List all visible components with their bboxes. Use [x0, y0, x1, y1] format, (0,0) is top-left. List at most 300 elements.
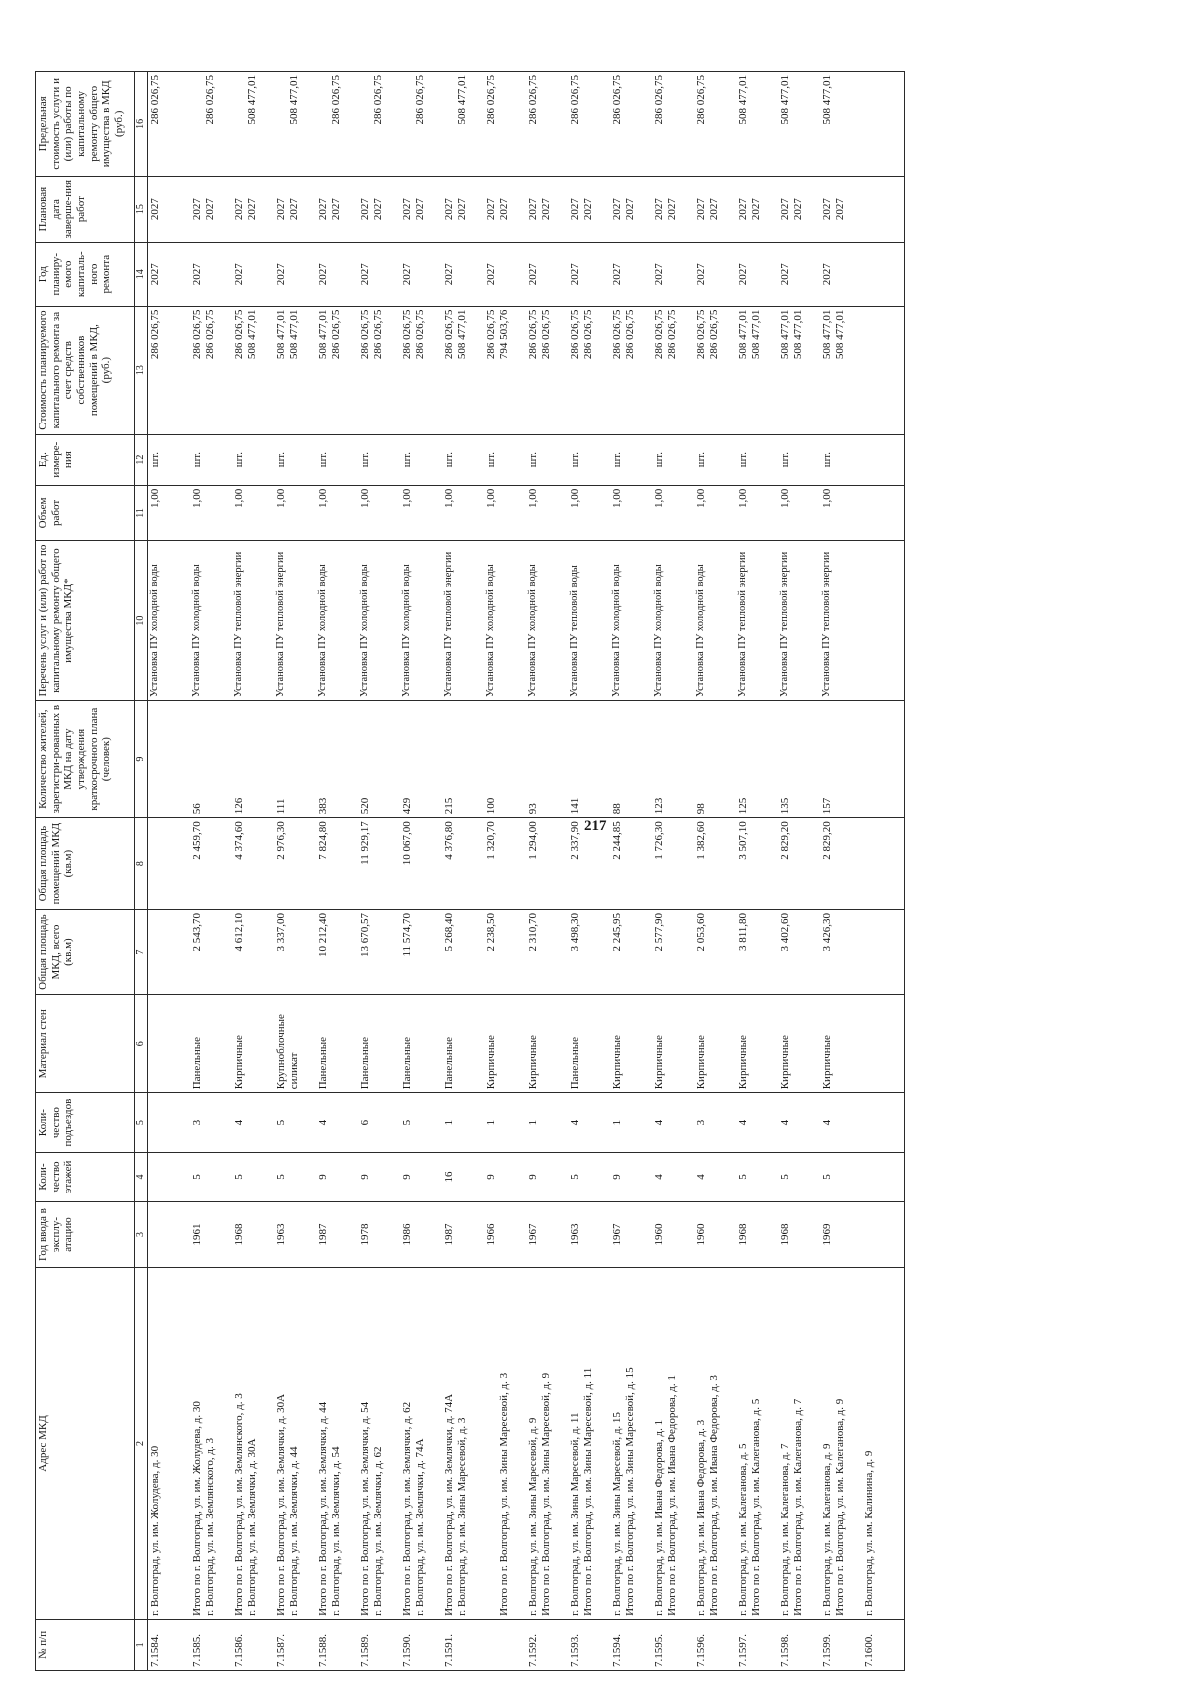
cell-cost: [484, 306, 526, 434]
cell-plan-year: 2027: [148, 242, 191, 306]
cell-entr: 1: [484, 1093, 526, 1153]
cell-cost: [358, 306, 400, 434]
cell-line: 286 026,75: [623, 309, 636, 360]
cell-limit: [316, 72, 358, 177]
cell-line: 286 026,75: [371, 75, 384, 125]
cell-limit: [442, 72, 484, 177]
cell-no: 7.1587.: [274, 1619, 316, 1670]
cell-line: 2027: [653, 198, 665, 221]
cell-line: 286 026,75: [695, 309, 707, 360]
cell-end: [400, 176, 442, 242]
cell-vol: 1,00: [358, 485, 400, 540]
cell-cost: [610, 306, 652, 434]
cell-plan-year: 2027: [358, 242, 400, 306]
cell-unit: шт.: [610, 434, 652, 485]
cell-material: Кирпичные: [652, 995, 694, 1093]
table-row: [862, 72, 905, 1671]
cell-cost: [862, 306, 905, 434]
table-body: [148, 72, 905, 1671]
cell-work: Установка ПУ холодной воды: [610, 541, 652, 701]
cell-addr: [484, 1268, 526, 1620]
cell-limit: [568, 72, 610, 177]
cell-vol: 1,00: [274, 485, 316, 540]
cell-entr: 4: [316, 1093, 358, 1153]
cell-unit: [862, 434, 905, 485]
cell-people: 157: [820, 701, 862, 818]
cell-limit: [736, 72, 778, 177]
cell-line: 286 026,75: [359, 309, 371, 360]
cell-line: 2027: [665, 198, 678, 221]
cell-material: Кирпичные: [232, 995, 274, 1093]
cell-line: Итого по г. Волгоград, ул. им. Ивана Федорова, д. 1: [665, 1375, 678, 1616]
column-header: Предельная стоимость услуги и (или) работы по капитальному ремонту общего имущества в МКД (руб.): [36, 72, 135, 177]
cell-material: Панельные: [358, 995, 400, 1093]
cell-end: [652, 176, 694, 242]
cell-unit: шт.: [232, 434, 274, 485]
cell-end: [148, 176, 191, 242]
cell-line: 286 026,75: [401, 309, 413, 360]
cell-line: 2027: [821, 198, 833, 221]
cell-end: [694, 176, 736, 242]
cell-work: Установка ПУ холодной воды: [484, 541, 526, 701]
page-number: 217: [584, 818, 607, 834]
cell-floors: [862, 1152, 905, 1201]
cell-line: г. Волгоград, ул. им. Ивана Федорова, д. 1: [653, 1419, 665, 1616]
cell-line: 286 026,75: [569, 75, 581, 125]
table-row: [568, 72, 610, 1671]
table-row: [148, 72, 191, 1671]
cell-line: Итого по г. Волгоград, ул. им. Калеганова, д. 5: [749, 1398, 762, 1616]
cell-entr: 4: [820, 1093, 862, 1153]
cell-line: 508 477,01: [737, 75, 749, 125]
cell-end: [358, 176, 400, 242]
cell-line: [876, 75, 889, 173]
cell-plan-year: 2027: [232, 242, 274, 306]
cell-unit: шт.: [736, 434, 778, 485]
cell-line: 2027: [359, 198, 371, 221]
cell-line: [359, 75, 372, 173]
cell-line: 508 477,01: [455, 75, 468, 125]
cell-line: [863, 75, 876, 173]
cell-cost: [694, 306, 736, 434]
cell-plan-year: 2027: [778, 242, 820, 306]
cell-year: 1966: [484, 1202, 526, 1268]
cell-line: [863, 180, 876, 239]
cell-material: Панельные: [400, 995, 442, 1093]
column-header: Количество жителей, зарегистри-рованных в МКД на дату утверждения краткосрочного плана (человек): [36, 701, 135, 818]
cell-line: 508 477,01: [245, 75, 258, 125]
cell-area: 3 402,60: [778, 909, 820, 994]
cell-area: 2 053,60: [694, 909, 736, 994]
column-header: Материал стен: [36, 995, 135, 1093]
cell-addr: [778, 1268, 820, 1620]
cell-addr: [316, 1268, 358, 1620]
table-row: [316, 72, 358, 1671]
cell-line: 286 026,75: [665, 309, 678, 360]
cell-work: Установка ПУ холодной воды: [652, 541, 694, 701]
cell-line: [834, 75, 847, 173]
cell-entr: 4: [736, 1093, 778, 1153]
cell-line: 2027: [329, 198, 342, 221]
cell-limit: [778, 72, 820, 177]
cell-line: Итого по г. Волгоград, ул. им. Зины Маресевой, д. 15: [623, 1367, 636, 1616]
cell-addr: [568, 1268, 610, 1620]
cell-floors: 9: [400, 1152, 442, 1201]
column-number: 13: [135, 306, 148, 434]
cell-line: Итого по г. Волгоград, ул. им. Землячки, д. 30А: [275, 1393, 287, 1616]
cell-entr: 4: [778, 1093, 820, 1153]
cell-line: Итого по г. Волгоград, ул. им. Зины Маресевой, д. 9: [539, 1372, 552, 1616]
cell-cost: [232, 306, 274, 434]
cell-people: 111: [274, 701, 316, 818]
column-number: 5: [135, 1093, 148, 1153]
cell-cost: [316, 306, 358, 434]
cell-people: 93: [526, 701, 568, 818]
cell-no: 7.1584.: [148, 1619, 191, 1670]
cell-vol: 1,00: [736, 485, 778, 540]
cell-work: Установка ПУ холодной воды: [694, 541, 736, 701]
cell-line: Итого по г. Волгоград, ул. им. Зины Маресевой, д. 3: [497, 1372, 510, 1616]
cell-line: 508 477,01: [821, 75, 833, 125]
cell-people: 98: [694, 701, 736, 818]
table-row: [610, 72, 652, 1671]
cell-line: г. Волгоград, ул. им. Землячки, д. 30А: [245, 1438, 258, 1616]
cell-end: [316, 176, 358, 242]
cell-area-rooms: 2 976,30: [274, 818, 316, 910]
column-number: 7: [135, 909, 148, 994]
cell-unit: шт.: [274, 434, 316, 485]
cell-people: [862, 701, 905, 818]
cell-line: г. Волгоград, ул. им. Калеганова, д. 7: [779, 1443, 791, 1616]
cell-floors: 5: [778, 1152, 820, 1201]
cell-line: [582, 75, 595, 173]
cell-line: [666, 75, 679, 173]
cell-unit: шт.: [190, 434, 232, 485]
cell-vol: 1,00: [778, 485, 820, 540]
cell-line: 2027: [695, 198, 707, 221]
cell-year: 1960: [694, 1202, 736, 1268]
table-row: [778, 72, 820, 1671]
cell-cost: [820, 306, 862, 434]
cell-line: [540, 75, 553, 173]
cell-no: 7.1586.: [232, 1619, 274, 1670]
cell-area: 2 238,50: [484, 909, 526, 994]
cell-vol: 1,00: [526, 485, 568, 540]
cell-vol: 1,00: [820, 485, 862, 540]
cell-work: Установка ПУ тепловой воды: [568, 541, 610, 701]
cell-entr: 6: [358, 1093, 400, 1153]
rotated-table-container: [35, 71, 1155, 1671]
cell-area-rooms: 1 320,70: [484, 818, 526, 910]
cell-no: 7.1599.: [820, 1619, 862, 1670]
cell-material: Кирпичные: [484, 995, 526, 1093]
cell-area-rooms: 2 244,85: [610, 818, 652, 910]
cell-line: Итого по г. Волгоград, ул. им. Калеганова, д. 7: [791, 1398, 804, 1616]
cell-vol: 1,00: [316, 485, 358, 540]
cell-area-rooms: 4 376,80: [442, 818, 484, 910]
cell-entr: [862, 1093, 905, 1153]
cell-line: 2027: [287, 198, 300, 221]
cell-material: [148, 995, 191, 1093]
cell-line: г. Волгоград, ул. им. Зины Маресевой, д. 9: [527, 1417, 539, 1616]
cell-line: Итого по г. Волгоград, ул. им. Землянского, д. 3: [233, 1393, 245, 1616]
cell-year: 1987: [316, 1202, 358, 1268]
cell-plan-year: 2027: [736, 242, 778, 306]
cell-area-rooms: 10 067,00: [400, 818, 442, 910]
cell-line: г. Волгоград, ул. им. Зины Маресевой, д. 11: [569, 1412, 581, 1616]
cell-area-rooms: 3 507,10: [736, 818, 778, 910]
cell-year: 1961: [190, 1202, 232, 1268]
cell-area-rooms: 2 337,90: [568, 818, 610, 910]
cell-cost: [442, 306, 484, 434]
cell-entr: 5: [400, 1093, 442, 1153]
cell-line: 2027: [779, 198, 791, 221]
cell-line: [498, 75, 511, 173]
cell-limit: [862, 72, 905, 177]
cell-line: 2027: [233, 198, 245, 221]
cell-end: [778, 176, 820, 242]
column-number: 14: [135, 242, 148, 306]
column-header: Объем работ: [36, 485, 135, 540]
cell-year: [862, 1202, 905, 1268]
cell-no: 7.1588.: [316, 1619, 358, 1670]
cell-floors: 5: [820, 1152, 862, 1201]
column-number: 3: [135, 1202, 148, 1268]
cell-line: 508 477,01: [833, 309, 846, 360]
cell-limit: [148, 72, 191, 177]
cell-line: 2027: [401, 198, 413, 221]
cell-line: г. Волгоград, ул. им. Землячки, д. 54: [329, 1446, 342, 1616]
cell-line: Итого по г. Волгоград, ул. им. Жолудева, д. 30: [191, 1401, 203, 1616]
cell-unit: шт.: [442, 434, 484, 485]
cell-addr: [148, 1268, 191, 1620]
cell-entr: 1: [610, 1093, 652, 1153]
cell-area: 13 670,57: [358, 909, 400, 994]
cell-line: 286 026,75: [233, 309, 245, 360]
cell-end: [442, 176, 484, 242]
cell-end: [190, 176, 232, 242]
cell-floors: 9: [358, 1152, 400, 1201]
cell-line: г. Волгоград, ул. им. Землячки, д. 74А: [413, 1438, 426, 1616]
cell-addr: [232, 1268, 274, 1620]
cell-line: [233, 75, 246, 173]
cell-material: Крупноблочные силикат: [274, 995, 316, 1093]
cell-line: 286 026,75: [695, 75, 707, 125]
cell-unit: шт.: [694, 434, 736, 485]
cell-floors: 5: [190, 1152, 232, 1201]
cell-limit: [358, 72, 400, 177]
cell-people: 383: [316, 701, 358, 818]
cell-cost: [400, 306, 442, 434]
cell-line: 286 026,75: [527, 309, 539, 360]
cell-unit: шт.: [400, 434, 442, 485]
cell-people: 429: [400, 701, 442, 818]
column-number: 1: [135, 1619, 148, 1670]
column-header: Стоимость планируемого капитального ремонта за счет средств собственников помещений в МКД, (руб.): [36, 306, 135, 434]
cell-end: [736, 176, 778, 242]
cell-line: 2027: [623, 198, 636, 221]
cell-area: [862, 909, 905, 994]
cell-line: 286 026,75: [329, 309, 342, 360]
cell-unit: шт.: [148, 434, 191, 485]
cell-work: [862, 541, 905, 701]
cell-line: г. Волгоград, ул. им. Зины Маресевой, д. 15: [611, 1412, 623, 1616]
cell-area: 2 577,90: [652, 909, 694, 994]
cell-work: Установка ПУ тепловой энергии: [274, 541, 316, 701]
cell-work: Установка ПУ тепловой энергии: [778, 541, 820, 701]
cell-line: г. Волгоград, ул. им. Жолудева, д. 30: [149, 1445, 161, 1616]
cell-line: 2027: [833, 198, 846, 221]
cell-no: 7.1585.: [190, 1619, 232, 1670]
cell-line: 2027: [485, 198, 497, 221]
cell-addr: [820, 1268, 862, 1620]
cell-no: [484, 1619, 526, 1670]
cell-line: г. Волгоград, ул. им. Калинина, д. 9: [863, 1450, 875, 1616]
cell-area: 3 811,80: [736, 909, 778, 994]
table-row: [442, 72, 484, 1671]
cell-line: 286 026,75: [581, 309, 594, 360]
cell-people: 100: [484, 701, 526, 818]
cell-cost: [652, 306, 694, 434]
cell-line: [863, 310, 876, 431]
cell-vol: 1,00: [442, 485, 484, 540]
cell-line: 286 026,75: [413, 309, 426, 360]
cell-line: 286 026,75: [329, 75, 342, 125]
cell-line: 2027: [443, 198, 455, 221]
cell-line: 508 477,01: [779, 309, 791, 360]
cell-line: [485, 1271, 498, 1616]
cell-floors: 16: [442, 1152, 484, 1201]
cell-unit: шт.: [316, 434, 358, 485]
cell-people: 141: [568, 701, 610, 818]
cell-plan-year: 2027: [652, 242, 694, 306]
cell-material: Кирпичные: [778, 995, 820, 1093]
cell-line: Итого по г. Волгоград, ул. им. Землячки, д. 74А: [443, 1393, 455, 1616]
cell-line: 286 026,75: [485, 309, 497, 360]
capital-repair-table: [35, 71, 905, 1671]
cell-line: [876, 310, 889, 431]
cell-line: г. Волгоград, ул. им. Калеганова, д. 9: [821, 1443, 833, 1616]
cell-cost: [190, 306, 232, 434]
cell-line: 286 026,75: [413, 75, 426, 125]
cell-area-rooms: 4 374,60: [232, 818, 274, 910]
cell-floors: [148, 1152, 191, 1201]
cell-entr: [148, 1093, 191, 1153]
cell-unit: шт.: [484, 434, 526, 485]
cell-line: г. Волгоград, ул. им. Землячки, д. 62: [371, 1446, 384, 1616]
cell-line: 286 026,75: [191, 309, 203, 360]
table-row: [526, 72, 568, 1671]
cell-plan-year: 2027: [316, 242, 358, 306]
cell-no: 7.1590.: [400, 1619, 442, 1670]
cell-area: 5 268,40: [442, 909, 484, 994]
cell-entr: 4: [652, 1093, 694, 1153]
column-number: 10: [135, 541, 148, 701]
cell-line: 508 477,01: [287, 309, 300, 360]
column-header: Общая площадь МКД, всего (кв.м): [36, 909, 135, 994]
cell-addr: [400, 1268, 442, 1620]
cell-year: 1968: [232, 1202, 274, 1268]
cell-line: 2027: [497, 198, 510, 221]
table-row: [274, 72, 316, 1671]
cell-entr: 4: [568, 1093, 610, 1153]
column-header: Ед. измере-ния: [36, 434, 135, 485]
cell-addr: [610, 1268, 652, 1620]
table-row: [652, 72, 694, 1671]
cell-line: 508 477,01: [275, 309, 287, 360]
cell-limit: [652, 72, 694, 177]
cell-vol: 1,00: [568, 485, 610, 540]
column-number: 9: [135, 701, 148, 818]
cell-year: [148, 1202, 191, 1268]
cell-area: 2 245,95: [610, 909, 652, 994]
cell-floors: 4: [652, 1152, 694, 1201]
cell-line: 2027: [317, 198, 329, 221]
column-number: 15: [135, 176, 148, 242]
cell-plan-year: 2027: [820, 242, 862, 306]
cell-work: Установка ПУ тепловой энергии: [232, 541, 274, 701]
column-number-row: [135, 72, 148, 1671]
cell-work: Установка ПУ холодной воды: [358, 541, 400, 701]
cell-material: Кирпичные: [526, 995, 568, 1093]
table-row: [232, 72, 274, 1671]
cell-line: Итого по г. Волгоград, ул. им. Землячки, д. 44: [317, 1401, 329, 1616]
cell-area-rooms: [148, 818, 191, 910]
cell-line: г. Волгоград, ул. им. Калеганова, д. 5: [737, 1443, 749, 1616]
cell-line: 2027: [581, 198, 594, 221]
table-row: [190, 72, 232, 1671]
cell-line: Итого по г. Волгоград, ул. им. Зины Маресевой, д. 11: [581, 1367, 594, 1616]
cell-line: [191, 75, 204, 173]
cell-line: Итого по г. Волгоград, ул. им. Землячки, д. 62: [401, 1401, 413, 1616]
column-header: Общая площадь помещений МКД (кв.м): [36, 818, 135, 910]
cell-line: 508 477,01: [737, 309, 749, 360]
cell-line: 286 026,75: [203, 309, 216, 360]
cell-line: г. Волгоград, ул. им. Землянского, д. 3: [203, 1438, 216, 1616]
cell-year: 1968: [736, 1202, 778, 1268]
cell-line: 286 026,75: [611, 75, 623, 125]
cell-limit: [190, 72, 232, 177]
column-header: Коли-чество подъездов: [36, 1093, 135, 1153]
cell-line: 286 026,75: [371, 309, 384, 360]
cell-line: [750, 75, 763, 173]
cell-line: 286 026,75: [653, 309, 665, 360]
column-header: Перечень услуг и (или) работ по капитальному ремонту общего имущества МКД*: [36, 541, 135, 701]
cell-floors: 5: [274, 1152, 316, 1201]
cell-area-rooms: 1 382,60: [694, 818, 736, 910]
column-header: Адрес МКД: [36, 1268, 135, 1620]
column-number: 11: [135, 485, 148, 540]
cell-line: 286 026,75: [707, 309, 720, 360]
cell-line: 2027: [455, 198, 468, 221]
cell-line: 286 026,75: [527, 75, 539, 125]
cell-addr: [736, 1268, 778, 1620]
cell-material: Панельные: [190, 995, 232, 1093]
cell-plan-year: 2027: [274, 242, 316, 306]
cell-area-rooms: 7 824,80: [316, 818, 358, 910]
cell-area-rooms: 2 829,20: [778, 818, 820, 910]
cell-line: [443, 75, 456, 173]
cell-line: Итого по г. Волгоград, ул. им. Землячки, д. 54: [359, 1401, 371, 1616]
cell-end: [484, 176, 526, 242]
cell-end: [274, 176, 316, 242]
cell-end: [862, 176, 905, 242]
cell-limit: [820, 72, 862, 177]
column-number: 2: [135, 1268, 148, 1620]
cell-plan-year: 2027: [610, 242, 652, 306]
cell-line: 508 477,01: [245, 309, 258, 360]
cell-work: Установка ПУ тепловой энергии: [442, 541, 484, 701]
